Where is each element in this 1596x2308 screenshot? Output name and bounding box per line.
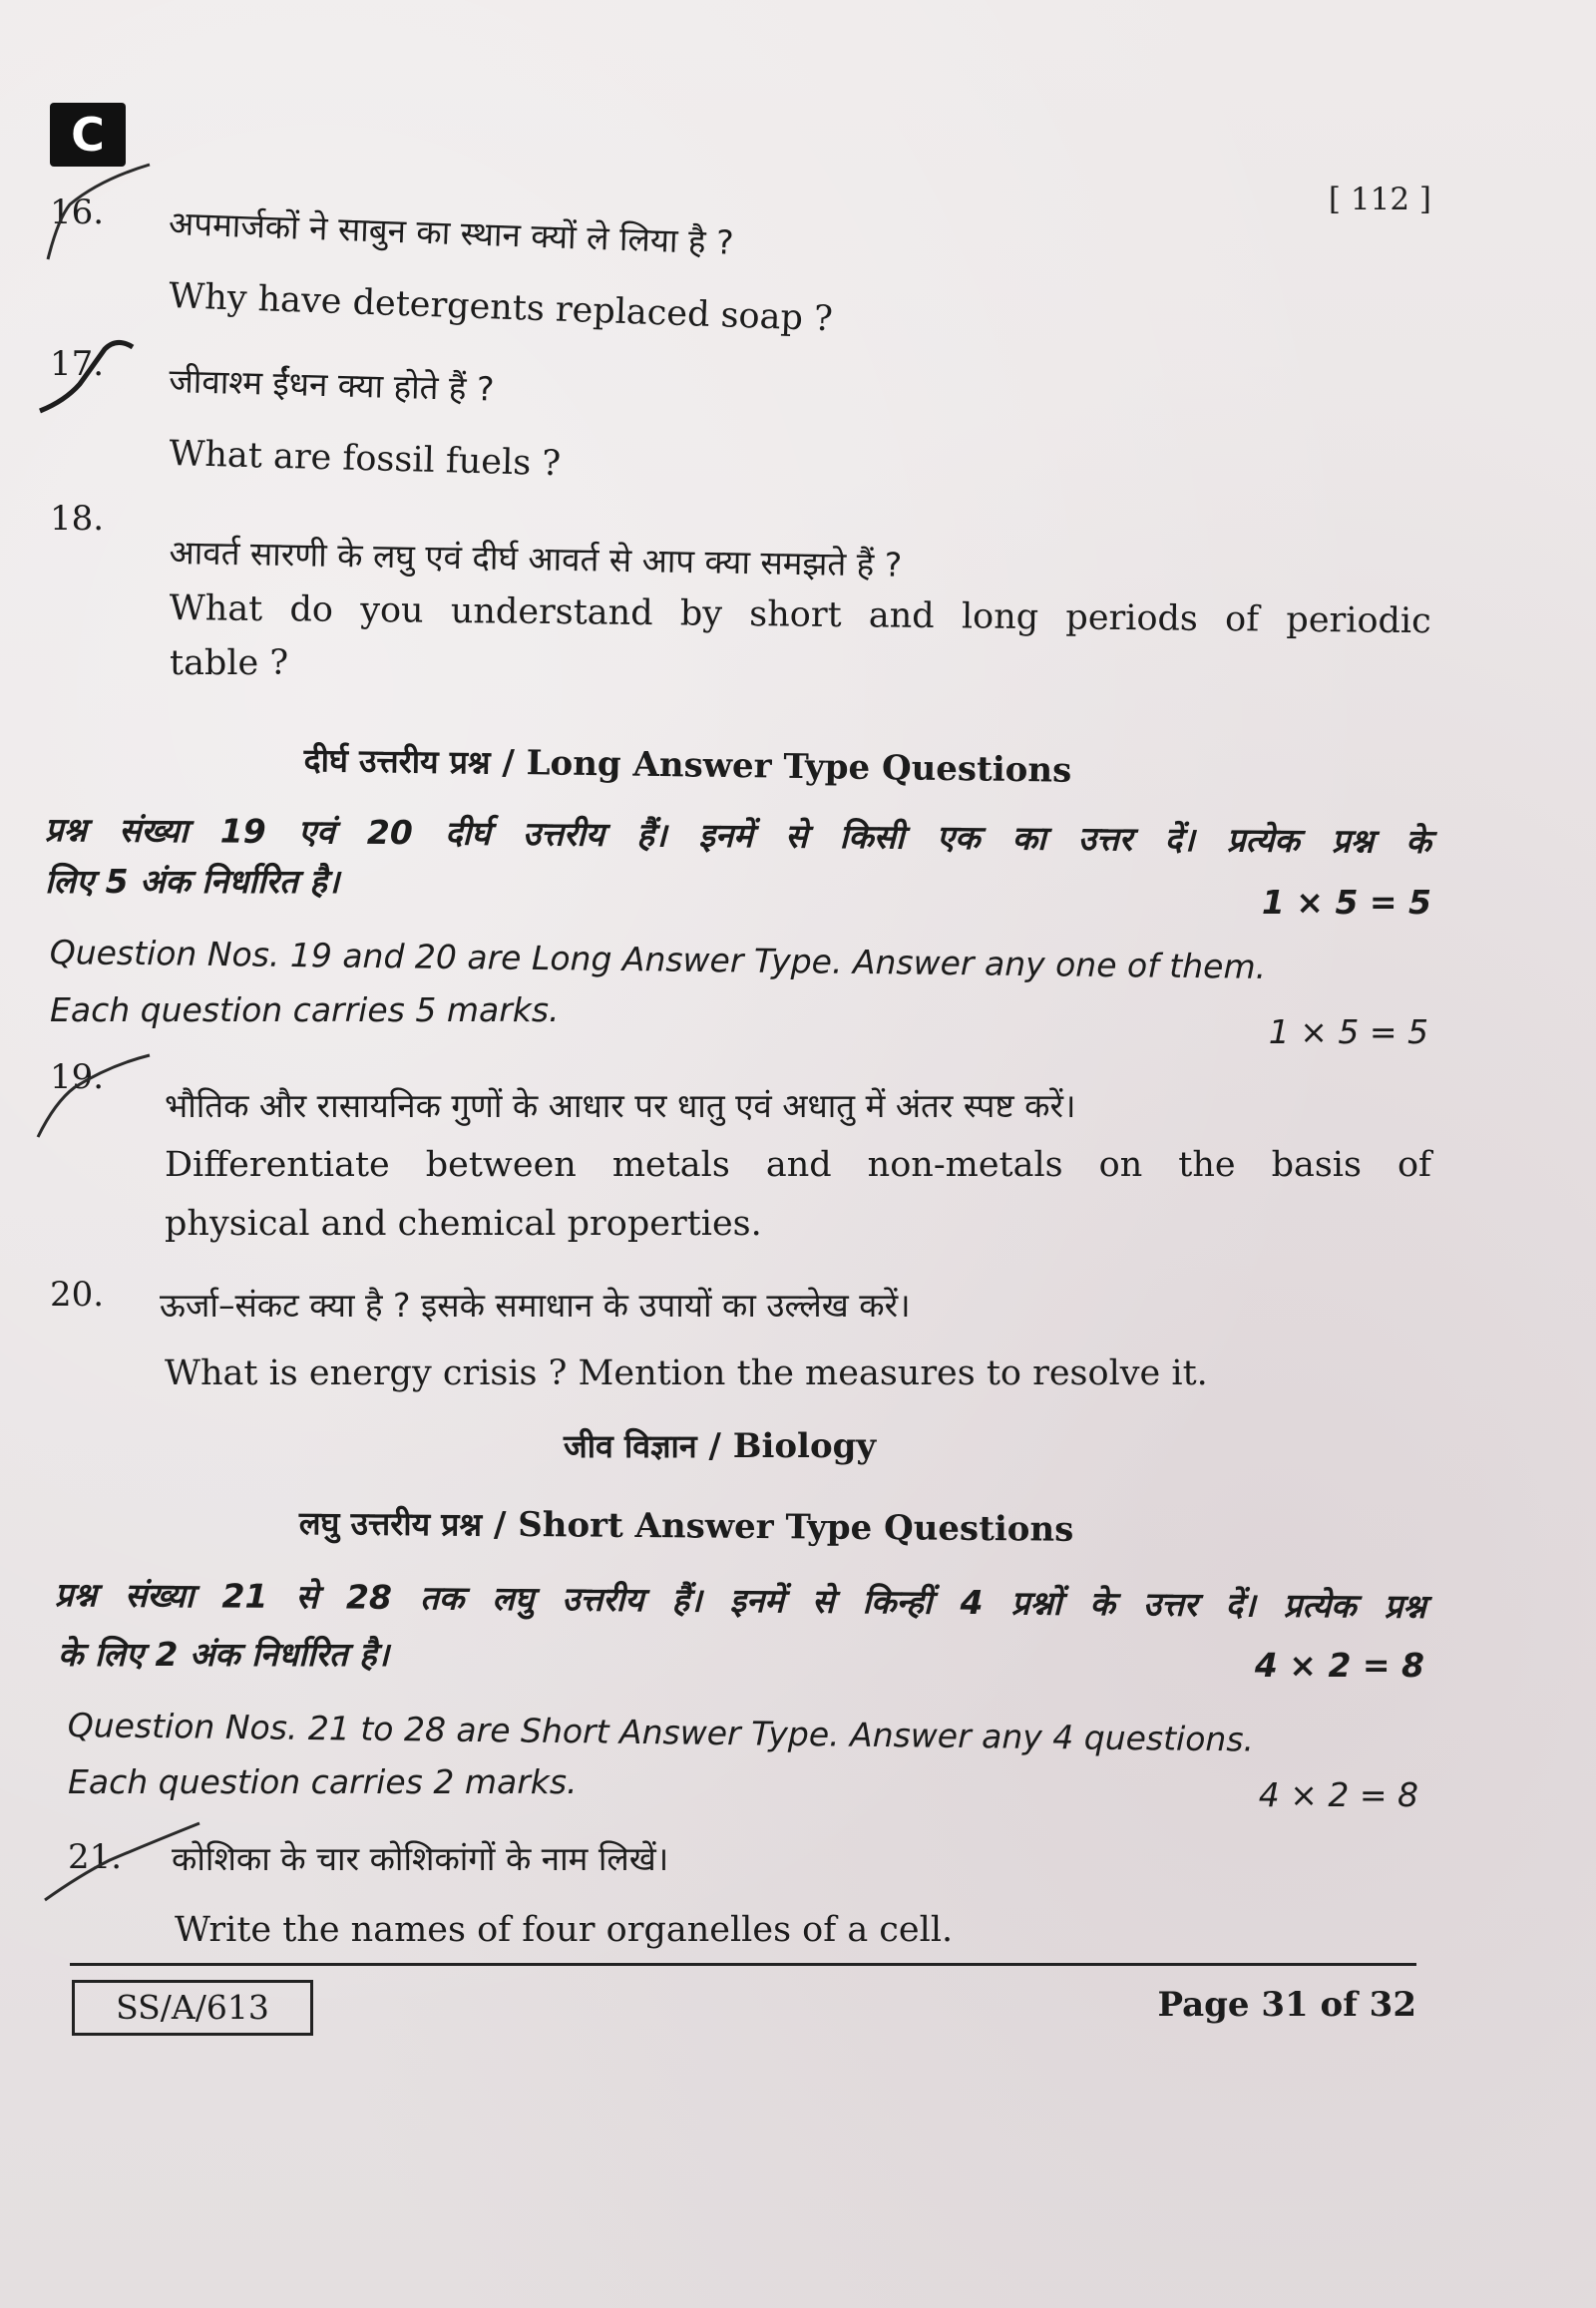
subject-english: Biology (732, 1426, 877, 1466)
subject-heading (564, 1424, 876, 1467)
instructions-hindi: प्रश्न संख्या 19 एवं 20 दीर्घ उत्तरीय हैं। इनमें से किसी एक का उत्तर दें। प्रत्येक प्रश्न के (44, 809, 1431, 862)
question-english: What do you understand by short and long periods of periodic (169, 588, 1431, 642)
page-number: Page 31 of 32 (1157, 1985, 1416, 2025)
section-heading-hindi: लघु उत्तरीय प्रश्न (298, 1503, 483, 1544)
question-number: 20. (50, 1275, 105, 1315)
section-heading-long (303, 738, 1071, 792)
question-english: Write the names of four organelles of a cell. (175, 1910, 954, 1950)
question-english: What are fossil fuels ? (168, 434, 562, 485)
section-heading-short (299, 1501, 1074, 1551)
question-english: What is energy crisis ? Mention the measures to resolve it. (165, 1353, 1208, 1393)
instructions-english: Question Nos. 19 and 20 are Long Answer Type. Answer any one of them. (49, 933, 1267, 986)
section-heading-separator: / (490, 742, 527, 784)
question-english-cont: physical and chemical properties. (165, 1204, 762, 1244)
question-english-cont: table ? (170, 643, 289, 683)
subject-separator: / (696, 1426, 733, 1466)
marks-scheme-english: 4 × 2 = 8 (1258, 1775, 1418, 1814)
question-number: 18. (50, 499, 105, 539)
question-hindi: अपमार्जकों ने साबुन का स्थान क्यों ले लिया है ? (168, 202, 735, 262)
question-english: Differentiate between metals and non-metals on the basis of (165, 1145, 1431, 1185)
section-heading-english: Short Answer Type Questions (518, 1504, 1074, 1550)
question-number: 19. (50, 1057, 105, 1097)
set-badge: C (50, 103, 126, 167)
section-heading-english: Long Answer Type Questions (526, 743, 1072, 791)
question-hindi: कोशिका के चार कोशिकांगों के नाम लिखें। (172, 1839, 669, 1878)
instructions-english-cont: Each question carries 2 marks. (68, 1762, 578, 1801)
question-hindi: भौतिक और रासायनिक गुणों के आधार पर धातु एवं अधातु में अंतर स्पष्ट करें। (165, 1086, 1076, 1125)
section-heading-separator: / (481, 1504, 519, 1545)
question-english: Why have detergents replaced soap ? (168, 276, 834, 340)
subject-hindi: जीव विज्ञान (564, 1427, 697, 1465)
question-hindi: जीवाश्म ईंधन क्या होते हैं ? (168, 360, 496, 409)
pen-tick-mark (40, 1805, 209, 1915)
question-number: 21. (68, 1837, 123, 1877)
marks-scheme-hindi: 1 × 5 = 5 (1261, 883, 1431, 922)
question-hindi: आवर्त सारणी के लघु एवं दीर्घ आवर्त से आप क्या समझते हैं ? (169, 532, 903, 584)
pen-tick-mark (40, 160, 160, 279)
pen-tick-mark (35, 329, 145, 429)
instructions-hindi-cont: लिए 5 अंक निर्धारित है। (45, 862, 340, 901)
footer-paper-code: SS/A/613 (72, 1980, 313, 2036)
instructions-hindi-cont: के लिए 2 अंक निर्धारित है। (58, 1635, 390, 1674)
instructions-english: Question Nos. 21 to 28 are Short Answer Type. Answer any 4 questions. (67, 1706, 1255, 1759)
marks-scheme-english: 1 × 5 = 5 (1268, 1012, 1428, 1051)
section-heading-hindi: दीर्घ उत्तरीय प्रश्न (303, 740, 491, 782)
marks-scheme-hindi: 4 × 2 = 8 (1254, 1646, 1424, 1685)
paper-code: [ 112 ] (1328, 182, 1431, 217)
question-number: 16. (50, 192, 105, 232)
footer-rule (70, 1963, 1416, 1966)
pen-tick-mark (30, 1047, 160, 1147)
question-number: 17. (50, 344, 105, 384)
question-hindi: ऊर्जा–संकट क्या है ? इसके समाधान के उपायों का उल्लेख करें। (160, 1286, 911, 1325)
instructions-english-cont: Each question carries 5 marks. (50, 990, 560, 1029)
instructions-hindi: प्रश्न संख्या 21 से 28 तक लघु उत्तरीय हैं। इनमें से किन्हीं 4 प्रश्नों के उत्तर दें। प्रत्येक प्रश्न (54, 1574, 1426, 1626)
